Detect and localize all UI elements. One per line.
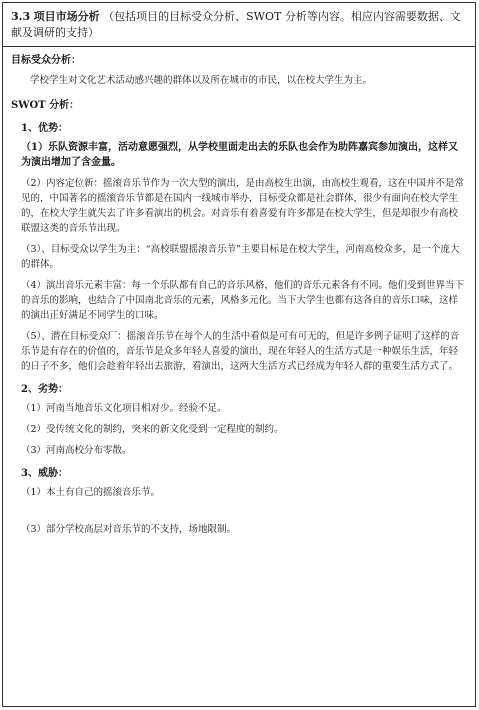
target-audience-heading: 目标受众分析： (11, 55, 81, 66)
swot-heading: SWOT 分析： (11, 100, 80, 111)
target-audience-text: 学校学生对文化艺术活动感兴趣的群体以及所在城市的市民，以在校大学生为主。 (30, 75, 373, 86)
strength-item: （3）、目标受众以学生为主：“高校联盟摇滚音乐节”主要目标是在校大学生，河南高校众多，是一个庞大的群体。 (21, 244, 460, 270)
strength-item: （1）乐队资源丰富，活动意愿强烈，从学校里面走出去的乐队也会作为助阵嘉宾参加演出，这样又为演出增加了含金量。 (21, 142, 458, 168)
section-note: （包括项目的目标受众分析、SWOT 分析等内容。相应内容需要数据、文献及调研的支持） (11, 10, 461, 39)
weakness-item: （1）河南当地音乐文化项目相对少。经验不足。 (21, 403, 227, 414)
strength-item: （2）内容定位新：摇滚音乐节作为一次大型的演出，是由高校生出演，由高校生观看，这在中国并不是常见的，中国著名的摇滚音乐节都是在国内一线城市举办，目标受众都是社会群体，很少有面向在校大学生的，在校大学生就失去了许多看演出的机会。对音乐有着喜爱有许多都是在校大学生，但是却很少有高校联盟这类的音乐节出现。 (21, 178, 465, 234)
weakness-item: （2）受传统文化的制约，突来的新文化受到一定程度的制约。 (21, 424, 284, 435)
strengths-heading: 1、优势： (21, 123, 68, 134)
section-header (3, 3, 475, 47)
weakness-item: （3）河南高校分布零散。 (21, 445, 132, 456)
threats-heading: 3、威胁： (21, 468, 68, 479)
strength-item: （4）演出音乐元素丰富：每一个乐队都有自己的音乐风格，他们的音乐元素各有不同。他们受到世界当下的音乐的影响，也结合了中国南北音乐的元素，风格多元化。当下大学生也都有这各自的音乐口味，这样的演出正好满足不同学生的口味。 (21, 280, 465, 321)
section-title: 项目市场分析 (33, 10, 100, 23)
weaknesses-heading: 2、劣势： (21, 384, 68, 395)
strength-item: （5）、潜在目标受众厂：摇滚音乐节在每个人的生活中看似是可有可无的，但是许多例子证明了这样的音乐节是有存在的价值的，音乐节是众多年轻人喜爱的演出，现在年轻人的生活方式是一种娱乐生活，年轻的日子不多，他们会趁着年轻出去旅游，看演出，这两大生活方式已经成为年轻人群的重要生活方式了。 (21, 331, 460, 372)
threat-item: （1）本土有自己的摇滚音乐节。 (21, 487, 161, 498)
table-frame (2, 2, 476, 707)
spacer (11, 506, 467, 522)
section-number: 3.3 (11, 10, 31, 23)
threat-item: （3）部分学校高层对音乐节的不支持，场地限制。 (21, 524, 237, 535)
section-body (3, 47, 475, 543)
